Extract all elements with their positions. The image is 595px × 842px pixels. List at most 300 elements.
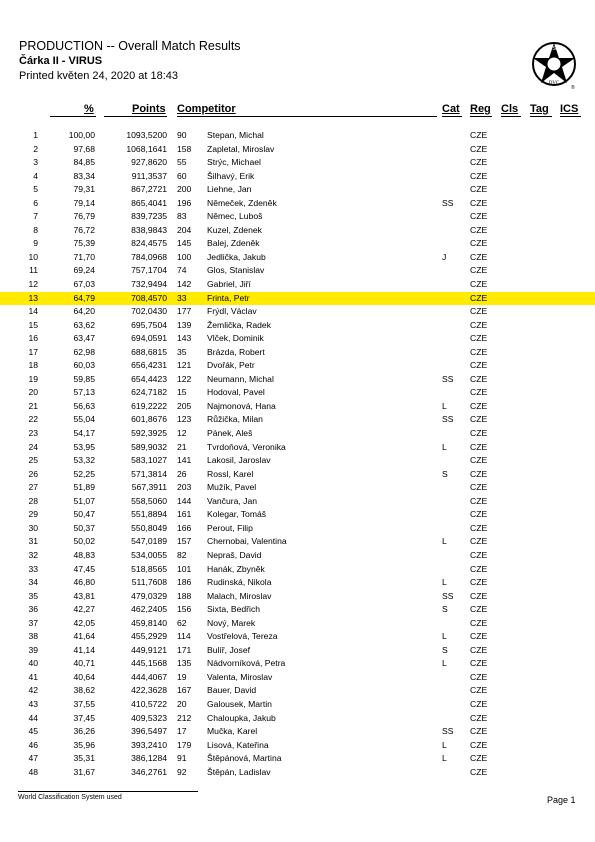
competitor-number-cell: 212 (177, 712, 192, 723)
points-cell: 455,2929 (131, 631, 167, 642)
competitor-name-cell: Hodoval, Pavel (207, 387, 265, 398)
region-cell: CZE (470, 468, 488, 479)
points-cell: 459,8140 (131, 617, 167, 628)
table-row (0, 454, 595, 468)
place-cell: 31 (28, 536, 38, 547)
percent-cell: 69,24 (73, 265, 95, 276)
region-cell: CZE (470, 387, 488, 398)
region-cell: CZE (470, 170, 488, 181)
table-row (0, 197, 595, 211)
competitor-number-cell: 161 (177, 509, 192, 520)
table-row (0, 684, 595, 698)
percent-cell: 46,80 (73, 577, 95, 588)
table-row (0, 143, 595, 157)
table-row-highlighted (0, 292, 595, 306)
competitor-number-cell: 33 (177, 292, 187, 303)
place-cell: 9 (33, 238, 38, 249)
region-cell: CZE (470, 712, 488, 723)
table-row (0, 508, 595, 522)
competitor-number-cell: 101 (177, 563, 192, 574)
points-cell: 589,9032 (131, 441, 167, 452)
table-row (0, 251, 595, 265)
header-cls: Cls (501, 103, 519, 115)
page-number: Page 1 (547, 795, 576, 805)
place-cell: 36 (28, 604, 38, 615)
points-cell: 571,3814 (131, 468, 167, 479)
percent-cell: 83,34 (73, 170, 95, 181)
place-cell: 27 (28, 482, 38, 493)
region-cell: CZE (470, 549, 488, 560)
competitor-name-cell: Němeček, Zdeněk (207, 197, 277, 208)
competitor-number-cell: 177 (177, 306, 192, 317)
percent-cell: 54,17 (73, 428, 95, 439)
percent-cell: 53,32 (73, 455, 95, 466)
competitor-number-cell: 20 (177, 698, 187, 709)
competitor-name-cell: Valenta, Miroslav (207, 671, 273, 682)
match-name: Čárka II - VIRUS (19, 55, 103, 67)
place-cell: 11 (29, 265, 38, 276)
competitor-number-cell: 141 (177, 455, 192, 466)
percent-cell: 53,95 (73, 441, 95, 452)
category-cell: L (442, 536, 447, 547)
competitor-number-cell: 91 (177, 753, 187, 764)
region-cell: CZE (470, 590, 488, 601)
percent-cell: 51,89 (73, 482, 95, 493)
points-cell: 550,8049 (131, 522, 167, 533)
header-reg: Reg (470, 103, 491, 115)
competitor-number-cell: 121 (177, 360, 192, 371)
region-cell: CZE (470, 373, 488, 384)
competitor-name-cell: Rudinská, Nikola (207, 577, 272, 588)
points-cell: 386,1284 (131, 753, 167, 764)
place-cell: 12 (28, 279, 38, 290)
competitor-name-cell: Malach, Miroslav (207, 590, 272, 601)
table-row (0, 413, 595, 427)
competitor-number-cell: 156 (177, 604, 192, 615)
points-cell: 393,2410 (131, 739, 167, 750)
points-cell: 409,5323 (131, 712, 167, 723)
region-cell: CZE (470, 265, 488, 276)
competitor-name-cell: Brázda, Robert (207, 346, 265, 357)
competitor-name-cell: Chernobai, Valentina (207, 536, 287, 547)
percent-cell: 76,79 (73, 211, 95, 222)
competitor-name-cell: Frýdl, Václav (207, 306, 257, 317)
percent-cell: 37,45 (73, 712, 95, 723)
competitor-name-cell: Bauer, David (207, 685, 257, 696)
table-row (0, 657, 595, 671)
points-cell: 867,2721 (131, 184, 167, 195)
table-row (0, 210, 595, 224)
table-row (0, 237, 595, 251)
percent-cell: 100,00 (68, 130, 95, 140)
place-cell: 34 (28, 577, 38, 588)
percent-cell: 64,20 (73, 306, 95, 317)
competitor-name-cell: Glos, Stanislav (207, 265, 265, 276)
table-row (0, 183, 595, 197)
table-row (0, 224, 595, 238)
table-row (0, 535, 595, 549)
points-cell: 592,3925 (131, 428, 167, 439)
points-cell: 445,1568 (131, 658, 167, 669)
region-cell: CZE (470, 400, 488, 411)
category-cell: SS (442, 373, 454, 384)
table-row (0, 603, 595, 617)
table-row (0, 617, 595, 631)
logo-bottom-text: DVC (548, 81, 560, 86)
place-cell: 33 (28, 563, 38, 574)
region-cell: CZE (470, 604, 488, 615)
points-cell: 784,0968 (131, 251, 167, 262)
region-cell: CZE (470, 279, 488, 290)
region-cell: CZE (470, 455, 488, 466)
header-tag: Tag (530, 103, 549, 115)
region-cell: CZE (470, 563, 488, 574)
place-cell: 30 (28, 522, 38, 533)
place-cell: 22 (28, 414, 38, 425)
competitor-name-cell: Frinta, Petr (207, 292, 250, 303)
place-cell: 25 (28, 455, 38, 466)
competitor-name-cell: Žemlička, Radek (207, 319, 271, 330)
place-cell: 18 (28, 360, 38, 371)
points-cell: 927,8620 (131, 157, 167, 168)
competitor-number-cell: 157 (177, 536, 192, 547)
percent-cell: 52,25 (73, 468, 95, 479)
percent-cell: 76,72 (73, 224, 95, 235)
place-cell: 5 (33, 184, 38, 195)
competitor-name-cell: Vostřelová, Tereza (207, 631, 278, 642)
points-cell: 1068,1641 (126, 143, 167, 154)
competitor-number-cell: 158 (177, 143, 192, 154)
header-ics: ICS (560, 103, 579, 115)
competitor-name-cell: Sixta, Bedřich (207, 604, 261, 615)
percent-cell: 56,63 (73, 400, 95, 411)
competitor-name-cell: Najmonová, Hana (207, 400, 276, 411)
table-row (0, 495, 595, 509)
points-cell: 656,4231 (131, 360, 167, 371)
competitor-number-cell: 21 (177, 441, 187, 452)
percent-cell: 71,70 (73, 251, 95, 262)
competitor-number-cell: 35 (177, 346, 187, 357)
table-row (0, 400, 595, 414)
region-cell: CZE (470, 197, 488, 208)
place-cell: 10 (28, 251, 38, 262)
table-row (0, 563, 595, 577)
competitor-number-cell: 204 (177, 224, 192, 235)
table-row (0, 766, 595, 780)
percent-cell: 41,14 (73, 644, 95, 655)
table-row (0, 170, 595, 184)
category-cell: L (442, 577, 447, 588)
competitor-name-cell: Dvořák, Petr (207, 360, 255, 371)
table-row (0, 725, 595, 739)
header-competitor: Competitor (177, 103, 236, 115)
category-cell: SS (442, 197, 454, 208)
table-row (0, 319, 595, 333)
table-row (0, 427, 595, 441)
region-cell: CZE (470, 414, 488, 425)
points-cell: 694,0591 (131, 333, 167, 344)
competitor-name-cell: Němec, Luboš (207, 211, 263, 222)
competitor-name-cell: Chaloupka, Jakub (207, 712, 276, 723)
category-cell: S (442, 468, 448, 479)
region-cell: CZE (470, 251, 488, 262)
points-cell: 518,8565 (131, 563, 167, 574)
table-row (0, 305, 595, 319)
place-cell: 13 (28, 292, 38, 303)
region-cell: CZE (470, 671, 488, 682)
table-row (0, 644, 595, 658)
points-cell: 702,0430 (131, 306, 167, 317)
region-cell: CZE (470, 211, 488, 222)
competitor-number-cell: 139 (177, 319, 192, 330)
points-cell: 824,4575 (131, 238, 167, 249)
points-cell: 654,4423 (131, 373, 167, 384)
region-cell: CZE (470, 577, 488, 588)
percent-cell: 31,67 (73, 766, 95, 777)
category-cell: L (442, 739, 447, 750)
region-cell: CZE (470, 346, 488, 357)
table-row (0, 481, 595, 495)
table-row (0, 264, 595, 278)
points-cell: 839,7235 (131, 211, 167, 222)
place-cell: 28 (28, 495, 38, 506)
points-cell: 695,7504 (131, 319, 167, 330)
points-cell: 511,7608 (131, 577, 167, 588)
competitor-name-cell: Rossl, Karel (207, 468, 254, 479)
percent-cell: 55,04 (73, 414, 95, 425)
region-cell: CZE (470, 766, 488, 777)
percent-cell: 41,64 (73, 631, 95, 642)
place-cell: 1 (33, 130, 38, 140)
competitor-name-cell: Tvrdoňová, Veronika (207, 441, 286, 452)
region-cell: CZE (470, 726, 488, 737)
competitor-name-cell: Pánek, Aleš (207, 428, 253, 439)
points-cell: 449,9121 (131, 644, 167, 655)
region-cell: CZE (470, 739, 488, 750)
competitor-name-cell: Nádvorníková, Petra (207, 658, 286, 669)
table-row (0, 671, 595, 685)
points-cell: 732,9494 (131, 279, 167, 290)
place-cell: 14 (28, 306, 38, 317)
table-row (0, 346, 595, 360)
percent-cell: 62,98 (73, 346, 95, 357)
points-cell: 558,5060 (131, 495, 167, 506)
competitor-number-cell: 26 (177, 468, 187, 479)
header-cat: Cat (442, 103, 460, 115)
percent-cell: 67,03 (73, 279, 95, 290)
region-cell: CZE (470, 157, 488, 168)
percent-cell: 97,68 (73, 143, 95, 154)
place-cell: 40 (28, 658, 38, 669)
table-row (0, 373, 595, 387)
logo-top-text: I.P.S.C. (545, 46, 563, 52)
competitor-name-cell: Stepan, Michal (207, 130, 264, 140)
percent-cell: 75,39 (73, 238, 95, 249)
place-cell: 26 (28, 468, 38, 479)
competitor-name-cell: Mučka, Karel (207, 726, 258, 737)
percent-cell: 47,45 (73, 563, 95, 574)
percent-cell: 35,31 (73, 753, 95, 764)
points-cell: 462,2405 (131, 604, 167, 615)
results-table (0, 129, 595, 779)
competitor-name-cell: Vlček, Dominik (207, 333, 264, 344)
place-cell: 35 (28, 590, 38, 601)
percent-cell: 63,62 (73, 319, 95, 330)
category-cell: SS (442, 590, 454, 601)
region-cell: CZE (470, 509, 488, 520)
competitor-name-cell: Galousek, Martin (207, 698, 272, 709)
region-cell: CZE (470, 224, 488, 235)
table-row (0, 549, 595, 563)
table-row (0, 630, 595, 644)
header-rule (177, 116, 437, 117)
percent-cell: 37,55 (73, 698, 95, 709)
points-cell: 479,0329 (131, 590, 167, 601)
place-cell: 23 (28, 428, 38, 439)
footer-note: World Classification System used (18, 794, 122, 801)
place-cell: 44 (28, 712, 38, 723)
competitor-number-cell: 83 (177, 211, 187, 222)
place-cell: 29 (28, 509, 38, 520)
points-cell: 688,6815 (131, 346, 167, 357)
points-cell: 410,5722 (131, 698, 167, 709)
percent-cell: 79,14 (73, 197, 95, 208)
region-cell: CZE (470, 658, 488, 669)
competitor-number-cell: 196 (177, 197, 192, 208)
table-row (0, 576, 595, 590)
competitor-name-cell: Gabriel, Jiří (207, 279, 251, 290)
region-cell: CZE (470, 360, 488, 371)
percent-cell: 59,85 (73, 373, 95, 384)
region-cell: CZE (470, 184, 488, 195)
percent-cell: 60,03 (73, 360, 95, 371)
competitor-number-cell: 186 (177, 577, 192, 588)
competitor-number-cell: 179 (177, 739, 192, 750)
header-rule (560, 116, 581, 117)
competitor-name-cell: Jedlička, Jakub (207, 251, 266, 262)
header-rule (470, 116, 492, 117)
competitor-number-cell: 144 (177, 495, 192, 506)
points-cell: 601,8676 (131, 414, 167, 425)
competitor-number-cell: 123 (177, 414, 192, 425)
printed-timestamp: Printed květen 24, 2020 at 18:43 (19, 70, 179, 82)
header-points: Points (132, 103, 166, 115)
region-cell: CZE (470, 644, 488, 655)
competitor-number-cell: 90 (177, 130, 187, 140)
points-cell: 865,4041 (131, 197, 167, 208)
place-cell: 43 (28, 698, 38, 709)
place-cell: 45 (28, 726, 38, 737)
competitor-number-cell: 188 (177, 590, 192, 601)
place-cell: 4 (33, 170, 38, 181)
place-cell: 17 (28, 346, 38, 357)
competitor-name-cell: Šilhavý, Erik (207, 170, 255, 181)
competitor-name-cell: Zapletal, Miroslav (207, 143, 275, 154)
place-cell: 39 (28, 644, 38, 655)
category-cell: L (442, 753, 447, 764)
competitor-number-cell: 114 (177, 631, 191, 642)
percent-cell: 50,37 (73, 522, 95, 533)
competitor-number-cell: 100 (177, 251, 192, 262)
percent-cell: 50,02 (73, 536, 95, 547)
percent-cell: 50,47 (73, 509, 95, 520)
competitor-name-cell: Kolegar, Tomáš (207, 509, 267, 520)
table-row (0, 739, 595, 753)
percent-cell: 40,71 (73, 658, 95, 669)
percent-cell: 42,27 (73, 604, 95, 615)
percent-cell: 51,07 (73, 495, 95, 506)
competitor-number-cell: 12 (177, 428, 187, 439)
competitor-name-cell: Růžička, Milan (207, 414, 263, 425)
place-cell: 32 (28, 549, 38, 560)
table-row (0, 129, 595, 143)
table-row (0, 441, 595, 455)
competitor-number-cell: 171 (177, 644, 192, 655)
place-cell: 20 (28, 387, 38, 398)
competitor-number-cell: 19 (177, 671, 187, 682)
place-cell: 41 (28, 671, 38, 682)
category-cell: S (442, 644, 448, 655)
header-rule (530, 116, 552, 117)
category-cell: L (442, 441, 447, 452)
competitor-number-cell: 200 (177, 184, 192, 195)
table-row (0, 712, 595, 726)
competitor-number-cell: 142 (177, 279, 192, 290)
region-cell: CZE (470, 441, 488, 452)
competitor-number-cell: 55 (177, 157, 187, 168)
percent-cell: 35,96 (73, 739, 95, 750)
competitor-name-cell: Nový, Marek (207, 617, 256, 628)
header-rule (50, 116, 96, 117)
registered-mark: ® (571, 85, 575, 91)
points-cell: 346,2761 (131, 766, 167, 777)
place-cell: 42 (28, 685, 38, 696)
percent-cell: 40,64 (73, 671, 95, 682)
region-cell: CZE (470, 143, 488, 154)
place-cell: 2 (33, 143, 38, 154)
place-cell: 19 (28, 373, 38, 384)
ipsc-star-logo (530, 38, 578, 96)
competitor-number-cell: 60 (177, 170, 187, 181)
points-cell: 1093,5200 (126, 130, 167, 140)
place-cell: 46 (28, 739, 38, 750)
points-cell: 708,4570 (131, 292, 167, 303)
place-cell: 8 (33, 224, 38, 235)
competitor-number-cell: 145 (177, 238, 192, 249)
category-cell: S (442, 604, 448, 615)
competitor-number-cell: 203 (177, 482, 192, 493)
percent-cell: 63,47 (73, 333, 95, 344)
region-cell: CZE (470, 753, 488, 764)
table-row (0, 752, 595, 766)
competitor-name-cell: Liehne, Jan (207, 184, 252, 195)
header-rule (442, 116, 462, 117)
competitor-name-cell: Balej, Zdeněk (207, 238, 260, 249)
region-cell: CZE (470, 292, 488, 303)
table-row (0, 332, 595, 346)
percent-cell: 36,26 (73, 726, 95, 737)
competitor-number-cell: 122 (177, 373, 192, 384)
header-rule (104, 116, 167, 117)
points-cell: 551,8894 (131, 509, 167, 520)
points-cell: 838,9843 (131, 224, 167, 235)
points-cell: 757,1704 (131, 265, 167, 276)
region-cell: CZE (470, 333, 488, 344)
competitor-number-cell: 143 (177, 333, 192, 344)
place-cell: 16 (28, 333, 38, 344)
points-cell: 396,5497 (131, 726, 167, 737)
points-cell: 547,0189 (131, 536, 167, 547)
